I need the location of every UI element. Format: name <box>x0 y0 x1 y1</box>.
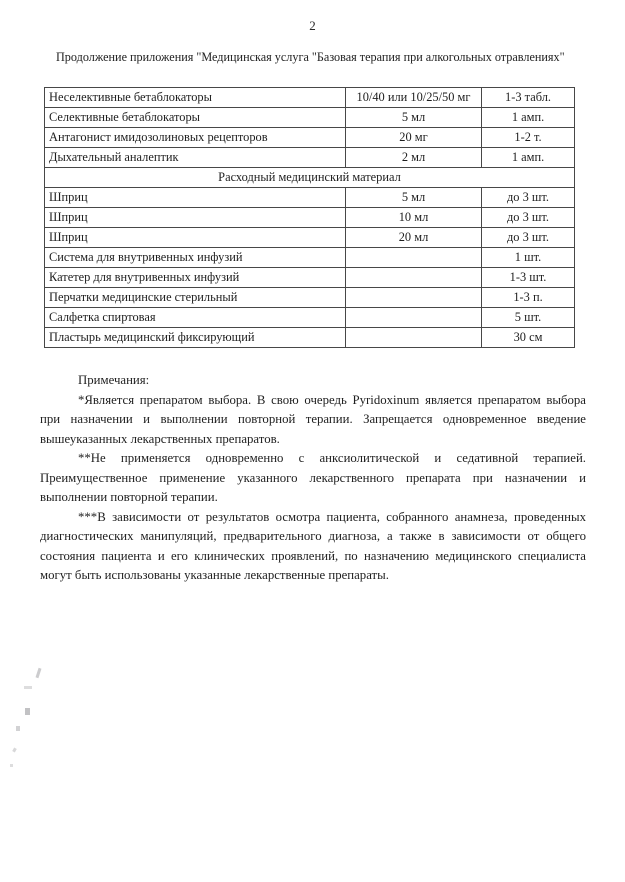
item-dose <box>346 248 482 268</box>
med-name: Антагонист имидозолиновых рецепторов <box>45 128 346 148</box>
item-name: Катетер для внутривенных инфузий <box>45 268 346 288</box>
med-qty: 1-3 табл. <box>482 88 575 108</box>
item-name: Пластырь медицинский фиксирующий <box>45 328 346 348</box>
item-name: Перчатки медицинские стерильный <box>45 288 346 308</box>
item-qty: 1-3 п. <box>482 288 575 308</box>
scan-artifact <box>25 708 30 715</box>
item-name: Шприц <box>45 208 346 228</box>
table-row <box>45 228 575 248</box>
table-row <box>45 148 575 168</box>
item-name: Салфетка спиртовая <box>45 308 346 328</box>
item-dose <box>346 268 482 288</box>
table-row <box>45 208 575 228</box>
note-paragraph: *Является препаратом выбора. В свою очередь Pyridoxinum является препаратом выбора при назначении и выполнении повторной терапии. Запрещается одновременное введение вышеуказанных лекарственных препаратов. <box>40 392 586 446</box>
table-row <box>45 308 575 328</box>
table-row <box>45 288 575 308</box>
item-qty: 5 шт. <box>482 308 575 328</box>
med-name: Неселективные бетаблокаторы <box>45 88 346 108</box>
item-qty: 1-3 шт. <box>482 268 575 288</box>
item-qty: до 3 шт. <box>482 228 575 248</box>
scan-artifact <box>24 686 32 689</box>
med-dose: 10/40 или 10/25/50 мг <box>346 88 482 108</box>
table-row <box>45 88 575 108</box>
item-name: Шприц <box>45 188 346 208</box>
scan-artifact <box>12 748 17 753</box>
medication-table <box>44 87 575 348</box>
medication-table-body <box>45 88 575 348</box>
med-dose: 2 мл <box>346 148 482 168</box>
item-qty: до 3 шт. <box>482 208 575 228</box>
note-paragraph: **Не применяется одновременно с анксиолитической и седативной терапией. Преимущественное применение указанного лекарственного препарата при назначении и выполнении повторной терапии. <box>40 451 586 504</box>
item-dose <box>346 308 482 328</box>
table-row <box>45 128 575 148</box>
table-row <box>45 108 575 128</box>
table-row <box>45 328 575 348</box>
page-number: 2 <box>309 18 316 33</box>
scan-artifact <box>36 668 42 678</box>
item-name: Система для внутривенных инфузий <box>45 248 346 268</box>
item-qty: 1 шт. <box>482 248 575 268</box>
table-section-header: Расходный медицинский материал <box>45 168 575 188</box>
item-dose <box>346 288 482 308</box>
med-qty: 1-2 т. <box>482 128 575 148</box>
notes-title: Примечания: <box>78 373 150 387</box>
item-name: Шприц <box>45 228 346 248</box>
scan-artifact <box>16 726 20 731</box>
notes-section <box>40 371 586 586</box>
med-name: Дыхательный аналептик <box>45 148 346 168</box>
note-paragraph: ***В зависимости от результатов осмотра пациента, собранного анамнеза, проведенных диагностических манипуляций, предварительного диагноза, а также в зависимости от общего состояния пациента и его клинических проявлений, по назначению медицинского специалиста могут быть использованы указанные лекарственные препараты. <box>40 509 586 582</box>
item-dose: 20 мл <box>346 228 482 248</box>
table-row <box>45 248 575 268</box>
med-qty: 1 амп. <box>482 108 575 128</box>
item-dose: 5 мл <box>346 188 482 208</box>
item-qty: 30 см <box>482 328 575 348</box>
scan-artifact <box>10 764 13 767</box>
item-dose <box>346 328 482 348</box>
med-dose: 5 мл <box>346 108 482 128</box>
item-dose: 10 мл <box>346 208 482 228</box>
med-name: Селективные бетаблокаторы <box>45 108 346 128</box>
med-qty: 1 амп. <box>482 148 575 168</box>
table-row <box>45 268 575 288</box>
table-section-row <box>45 168 575 188</box>
table-row <box>45 188 575 208</box>
item-qty: до 3 шт. <box>482 188 575 208</box>
med-dose: 20 мг <box>346 128 482 148</box>
document-header: Продолжение приложения "Медицинская услуга "Базовая терапия при алкогольных отравлениях" <box>56 50 565 64</box>
